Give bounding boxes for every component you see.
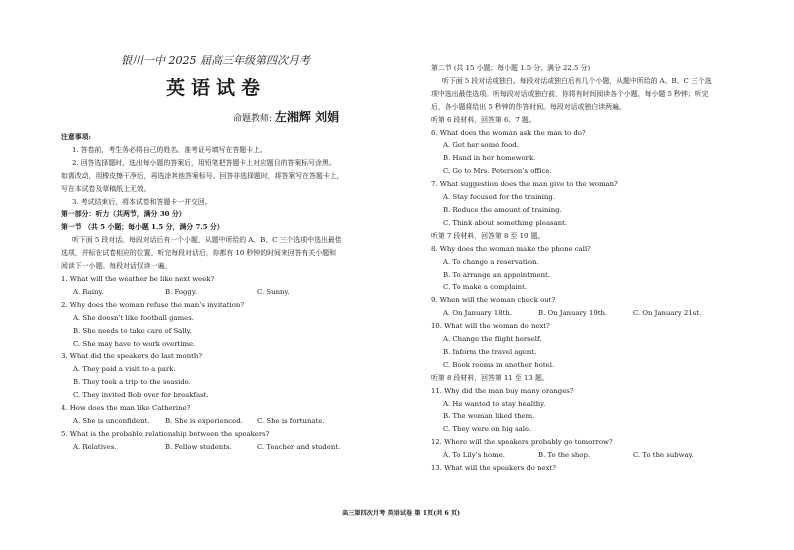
option: C. They were on big sale. (443, 425, 532, 434)
option: B. The woman liked them. (443, 412, 535, 421)
material-heading: 听第 6 段材料，回答第 6、7 题。 (431, 115, 536, 124)
option: C. She is fortunate. (257, 416, 325, 425)
instruction-line: 听下面 5 段对话。每段对话后有一个小题，从题中所给的 A、B、C 三个选项中选出最佳 (72, 236, 342, 245)
material-heading: 听第 8 段材料，回答第 11 至 13 题。 (431, 373, 549, 382)
instruction-line: 听下面 5 段对话或独白。每段对话或独白后有几个小题，从题中所给的 A、B、C 三个选 (442, 76, 712, 85)
option: C. Go to Mrs. Peterson’s office. (443, 167, 552, 176)
part-heading: 第一部分：听力（共两节，满分 30 分） (61, 210, 186, 219)
option: A. To change a reservation. (443, 257, 539, 266)
material-heading: 听第 7 段材料，回答第 8 至 10 题。 (431, 231, 545, 240)
exam-header: 银川一中 2025 届高三年级第四次月考 (121, 54, 310, 67)
section-heading: 第二节 (共 15 小题；每小题 1.5 分，满分 22.5 分) (431, 64, 591, 72)
question-12: 12. Where will the speakers probably go tomorrow? (431, 438, 613, 447)
option: B. Fellow students. (165, 442, 232, 451)
question-9: 9. When will the woman check out? (431, 296, 556, 305)
option: A. Relatives. (73, 442, 117, 451)
question-13: 13. What will the speakers do next? (431, 464, 556, 473)
question-7: 7. What suggestion does the man give to the woman? (431, 180, 618, 189)
question-6: 6. What does the woman ask the man to do? (431, 128, 586, 137)
question-2: 2. Why does the woman refuse the man’s invitation? (61, 300, 245, 309)
notice-line: 如需改动，用橡皮擦干净后，再选涂其他答案标号。回答非选择题时，将答案写在答题卡上， (61, 171, 344, 180)
option: B. On January 19th. (538, 309, 608, 318)
option: B. They took a trip to the seaside. (73, 378, 191, 387)
question-5: 5. What is the probable relationship between the speakers? (61, 429, 270, 438)
options-row (431, 449, 712, 462)
option: B. To arrange an appointment. (443, 270, 550, 279)
option: C. Think about something pleasant. (443, 218, 568, 227)
option: B. To the shop. (538, 451, 591, 460)
option: C. She may have to work overtime. (73, 339, 196, 348)
option: C. To the subway. (633, 451, 694, 460)
question-8: 8. Why does the woman make the phone call? (431, 244, 591, 253)
question-10: 10. What will the woman do next? (431, 322, 550, 331)
notice-line: 写在本试卷及草稿纸上无效。 (61, 184, 151, 193)
option: A. Get her some food. (443, 141, 519, 150)
option: A. To Lily’s home. (443, 451, 505, 460)
option: B. She needs to take care of Sally. (73, 326, 192, 335)
instruction-line: 选项，并标在试卷相应的位置。听完每段对话后，你都有 10 秒钟的时间来回答有关小题和 (61, 249, 336, 258)
notice-title: 注意事项: (61, 133, 92, 141)
notice-line: 2. 回答选择题时，选出每小题的答案后，用铅笔把答题卡上对应题目的答案标号涂黑。 (72, 158, 336, 167)
notice-line: 1. 答卷前，考生务必将自己的姓名、准考证号填写在答题卡上。 (72, 145, 267, 154)
option: A. She is unconfident. (73, 416, 150, 425)
option: C. Sunny. (257, 287, 290, 296)
option: A. She doesn’t like football games. (73, 313, 194, 322)
option: C. They invited Bob over for breakfast. (73, 391, 209, 400)
options-row (61, 441, 344, 454)
question-1: 1. What will the weather be like next week? (61, 274, 215, 283)
options-row (61, 286, 344, 299)
option: C. Book rooms in another hotel. (443, 360, 555, 369)
option: A. Rainy. (73, 287, 104, 296)
option: C. To make a complaint. (443, 283, 528, 292)
question-11: 11. Why did the man buy many oranges? (431, 386, 574, 395)
option: B. She is experienced. (165, 416, 243, 425)
option: B. Foggy. (165, 287, 197, 296)
instruction-line: 阅读下一小题。每段对话仅读一遍。 (61, 262, 172, 271)
option: B. Reduce the amount of training. (443, 205, 562, 214)
options-row (61, 415, 344, 428)
option: C. Teacher and student. (257, 442, 341, 451)
options-row (431, 307, 712, 320)
instruction-line: 项中选出最佳选项。听每段对话或独白前，你将有时间阅读各个小题，每小题 5 秒钟；听完 (431, 89, 709, 98)
instruction-line: 后，各小题将给出 5 秒钟的作答时间。每段对话或独白读两遍。 (431, 102, 626, 111)
option: B. Inform the travel agent. (443, 347, 537, 356)
question-3: 3. What did the speakers do last month? (61, 352, 203, 361)
option: B. Hand in her homework. (443, 154, 536, 163)
option: A. He wanted to stay healthy. (443, 399, 546, 408)
option: C. On January 21st. (633, 309, 702, 318)
option: A. On January 18th. (443, 309, 513, 318)
section-heading: 第一节 （共 5 小题；每小题 1.5 分，满分 7.5 分） (61, 223, 224, 232)
subject-title: 英语试卷 (166, 77, 267, 99)
question-4: 4. How does the man like Catherine? (61, 404, 191, 413)
option: A. Change the flight herself. (443, 335, 542, 344)
option: A. Stay focused for the training. (443, 193, 555, 202)
right-column (431, 62, 712, 475)
page-footer: 高三第四次月考 英语试卷 第 1页(共 6 页) (342, 510, 461, 517)
teacher-names: 左湘辉 刘娟 (274, 110, 340, 124)
option: A. They paid a visit to a park. (73, 365, 176, 374)
teacher-label: 命题教师: (233, 114, 273, 124)
teacher-line (233, 108, 339, 125)
left-column (61, 131, 344, 454)
notice-line: 3. 考试结束后，将本试卷和答题卡一并交回。 (72, 197, 212, 206)
